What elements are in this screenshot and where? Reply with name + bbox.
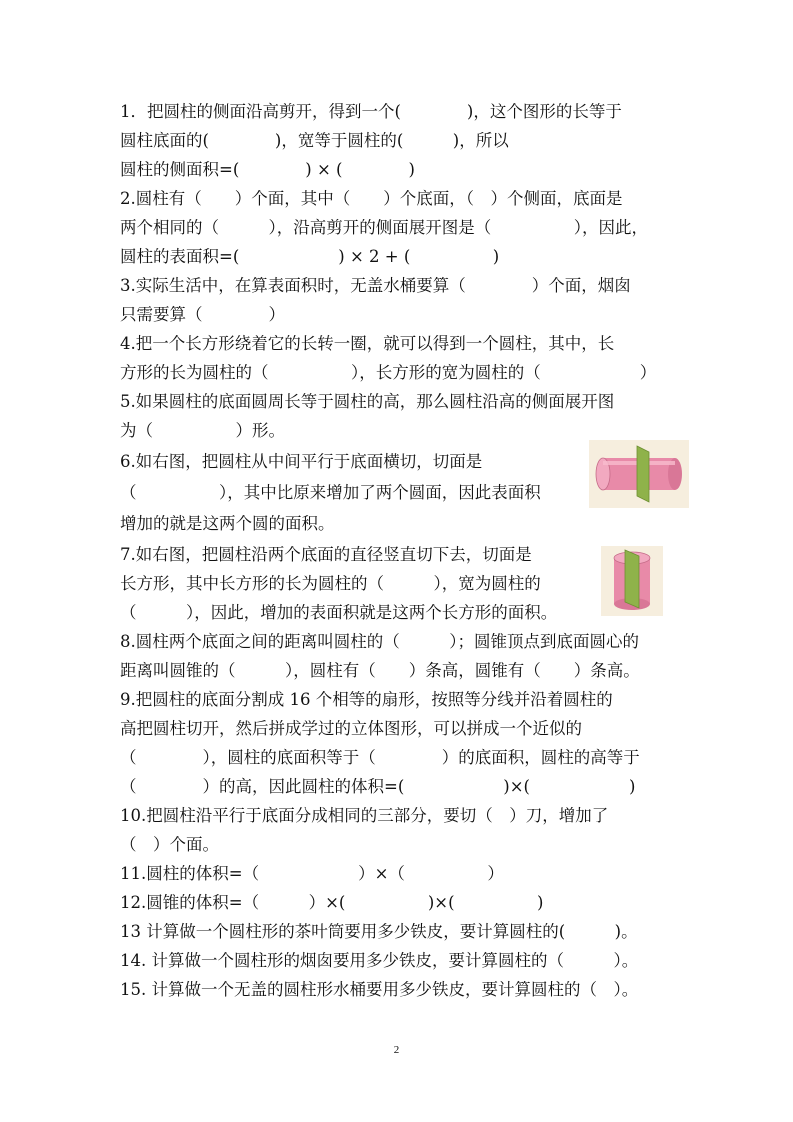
text-line: 10.把圆柱沿平行于底面分成相同的三部分，要切（ ）刀，增加了 (120, 806, 609, 825)
text-line: （ ），因此，增加的表面积就是这两个长方形的面积。 (120, 603, 558, 622)
text-line: 2.圆柱有（ ）个面，其中（ ）个底面，（ ）个侧面，底面是 (120, 189, 623, 208)
text-line: 只需要算（ ） (120, 305, 285, 324)
text-line: 14. 计算做一个圆柱形的烟囱要用多少铁皮，要计算圆柱的（ ）。 (120, 951, 639, 970)
text-line: 距离叫圆锥的（ ），圆柱有（ ）条高，圆锥有（ ）条高。 (120, 661, 640, 680)
text-line: （ ）个面。 (120, 835, 219, 854)
text-line: 15. 计算做一个无盖的圆柱形水桶要用多少铁皮，要计算圆柱的（ ）。 (120, 980, 639, 999)
text-line: 11.圆柱的体积=（ ）×（ ） (120, 864, 504, 883)
text-line: 圆柱底面的( )，宽等于圆柱的( )，所以 (120, 131, 509, 150)
text-line: 9.把圆柱的底面分割成 16 个相等的扇形，按照等分线并沿着圆柱的 (120, 690, 613, 709)
text-line: 两个相同的（ ），沿高剪开的侧面展开图是（ ），因此， (120, 218, 648, 237)
text-line: 8.圆柱两个底面之间的距离叫圆柱的（ ）；圆锥顶点到底面圆心的 (120, 632, 639, 651)
page-number: 2 (393, 1044, 400, 1056)
text-line: 13 计算做一个圆柱形的茶叶筒要用多少铁皮，要计算圆柱的( )。 (120, 922, 638, 941)
text-line: 4.把一个长方形绕着它的长转一圈，就可以得到一个圆柱，其中，长 (120, 334, 615, 353)
text-line: （ ）的高，因此圆柱的体积=( )×( ) (120, 777, 636, 796)
text-line: 高把圆柱切开，然后拼成学过的立体图形，可以拼成一个近似的 (120, 719, 582, 738)
text-line: 方形的长为圆柱的（ ），长方形的宽为圆柱的（ ） (120, 363, 657, 382)
cylinder-vertical-cut-figure (601, 546, 663, 616)
text-line: 为（ ）形。 (120, 421, 285, 440)
text-line: 圆柱的侧面积=( ) × ( ) (120, 160, 415, 179)
cylinder-horizontal-cut-figure (589, 440, 689, 508)
text-line: 增加的就是这两个圆的面积。 (120, 514, 335, 533)
text-line: 圆柱的表面积=( ) × 2 + ( ) (120, 247, 500, 266)
text-line: 1．把圆柱的侧面沿高剪开，得到一个( )，这个图形的长等于 (120, 102, 622, 121)
text-line: 5.如果圆柱的底面圆周长等于圆柱的高，那么圆柱沿高的侧面展开图 (120, 392, 615, 411)
text-line: 长方形，其中长方形的长为圆柱的（ ），宽为圆柱的 (120, 574, 541, 593)
text-line: 3.实际生活中，在算表面积时，无盖水桶要算（ ）个面，烟囱 (120, 276, 631, 295)
text-line: （ ），圆柱的底面积等于（ ）的底面积，圆柱的高等于 (120, 748, 640, 767)
text-line: 6.如右图，把圆柱从中间平行于底面横切，切面是 (120, 452, 483, 471)
text-line: （ ），其中比原来增加了两个圆面，因此表面积 (120, 483, 541, 502)
text-line: 7.如右图，把圆柱沿两个底面的直径竖直切下去，切面是 (120, 545, 532, 564)
text-line: 12.圆锥的体积=（ ）×( )×( ) (120, 893, 544, 912)
